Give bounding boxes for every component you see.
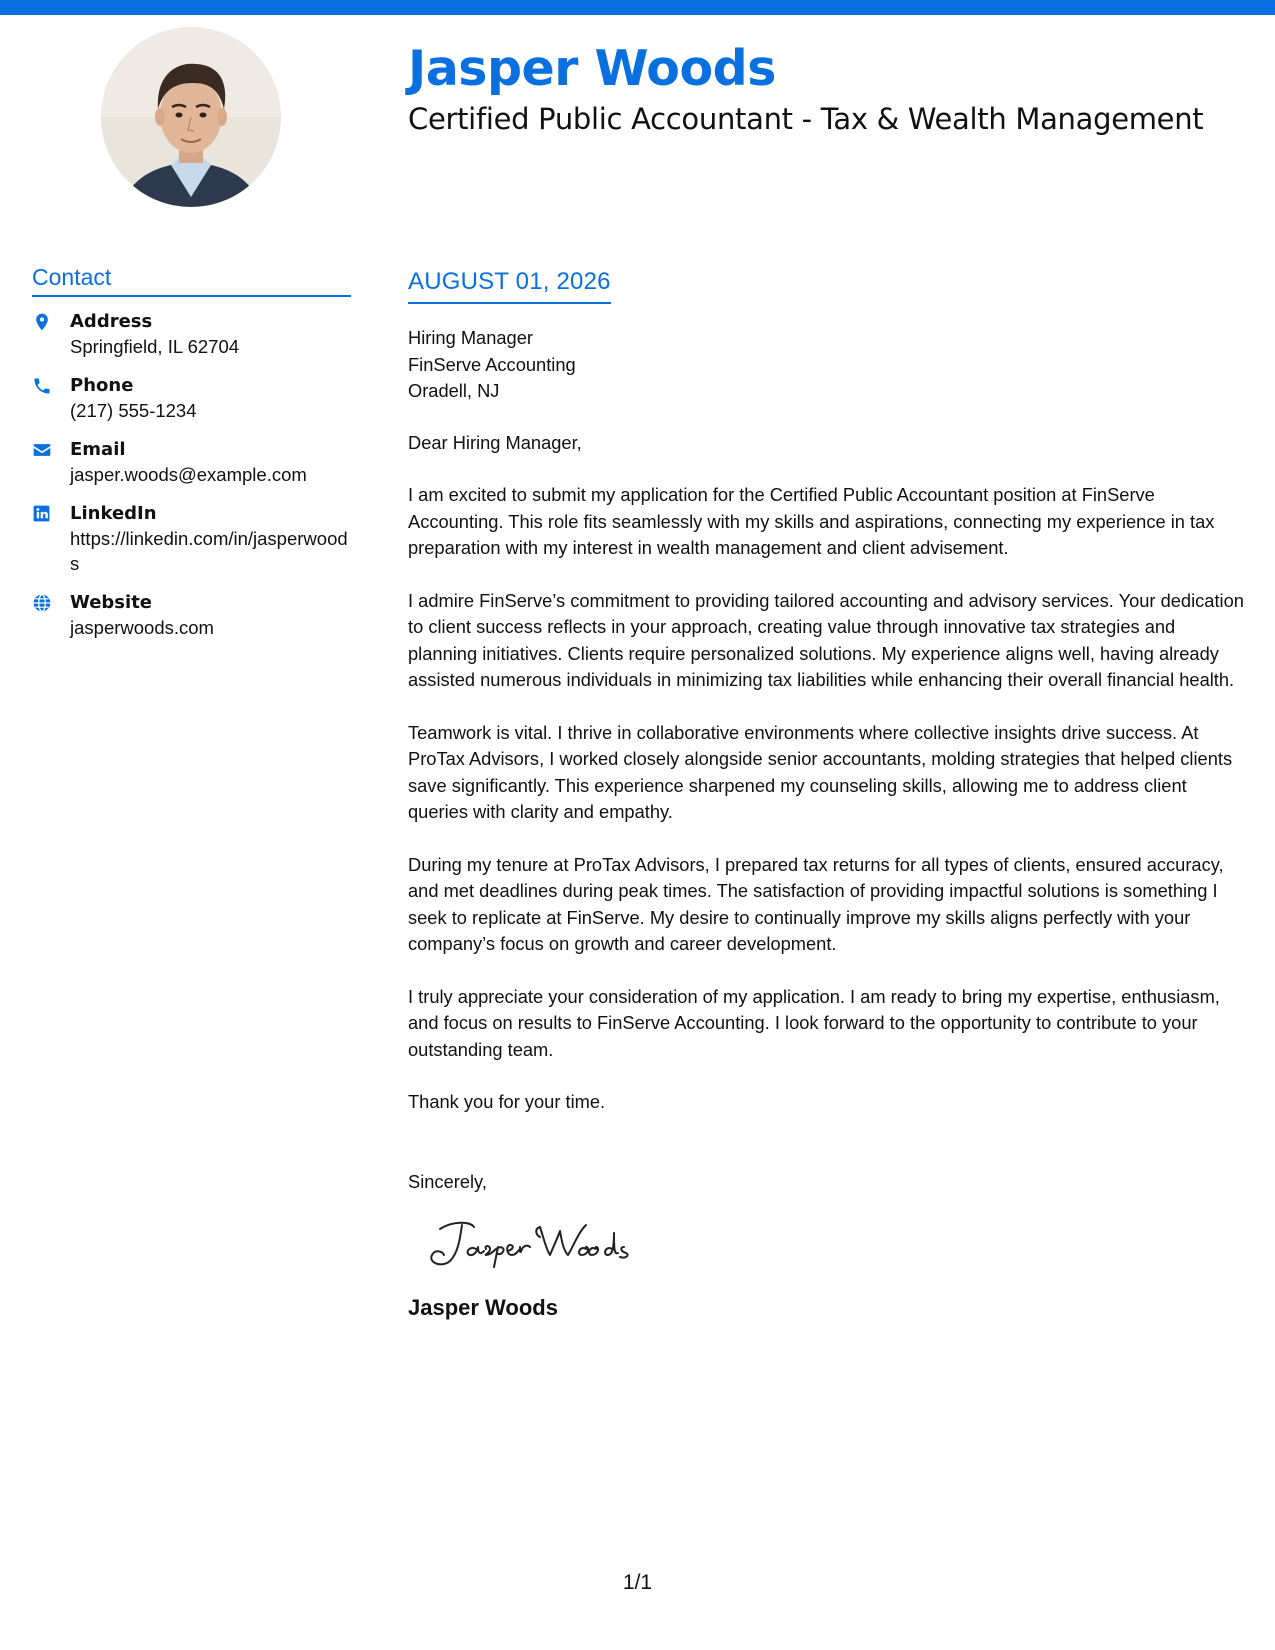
avatar [101,27,281,207]
contact-label: Email [70,439,126,460]
recipient-block [408,325,1246,405]
contact-item-phone [32,373,351,423]
page-number: 1/1 [622,1571,653,1594]
closing: Sincerely, [408,1170,487,1192]
recipient-line: Oradell, NJ [408,380,500,401]
website-value[interactable]: jasperwoods.com [70,617,214,638]
letter-date: AUGUST 01, 2026 [408,268,611,304]
linkedin-icon [32,501,70,523]
contact-section-title: Contact [32,264,351,297]
contact-label: Phone [70,375,134,396]
contact-item-email [32,437,351,487]
phone-icon [32,373,70,396]
salutation: Dear Hiring Manager, [408,431,582,453]
letter-paragraph: I admire FinServe’s commitment to providing tailored accounting and advisory services. Your dedication to client success reflects in your approach, creating value through innovative tax strategies and planning initiatives. Clients require personalized solutions. My experience aligns well, having already assisted numerous individuals in minimizing tax liabilities while enhancing their overall financial health. [408,589,1244,690]
letter-paragraph: I truly appreciate your consideration of my application. I am ready to bring my expertise, enthusiasm, and focus on results to FinServe Accounting. I look forward to the opportunity to contribute to your outstanding team. [408,985,1220,1060]
letter-body [408,268,1246,1321]
signer-name: Jasper Woods [408,1295,558,1320]
applicant-title: Certified Public Accountant - Tax & Wealth Management [408,102,1204,136]
map-pin-icon [32,309,70,332]
contact-label: LinkedIn [70,503,157,524]
letter-paragraph: I am excited to submit my application for the Certified Public Accountant position at FinServe Accounting. This role fits seamlessly with my skills and aspirations, connecting my experience in tax preparation with my interest in wealth management and client advisement. [408,484,1215,558]
applicant-name: Jasper Woods [408,40,776,97]
envelope-icon [32,437,70,460]
contact-item-linkedin [32,501,351,576]
linkedin-url[interactable]: https://linkedin.com/in/jasperwoods [70,528,348,574]
contact-label: Website [70,592,153,613]
handwritten-signature [422,1213,662,1275]
address-value: Springfield, IL 62704 [70,336,240,357]
email-value[interactable]: jasper.woods@example.com [70,464,307,485]
phone-value[interactable]: (217) 555-1234 [70,400,197,421]
letter-paragraph: Thank you for your time. [408,1091,606,1112]
contact-sidebar [32,264,351,654]
top-accent-bar [0,0,1275,15]
contact-label: Address [70,311,153,332]
recipient-line: Hiring Manager [408,327,533,348]
contact-item-website [32,590,351,640]
contact-item-address [32,309,351,359]
letter-paragraph: During my tenure at ProTax Advisors, I prepared tax returns for all types of clients, ensured accuracy, and met deadlines during peak times. The satisfaction of providing impactful solutions is something I seek to replicate at FinServe. My desire to continually improve my skills aligns perfectly with your company’s focus on growth and career development. [408,853,1224,954]
letter-paragraph: Teamwork is vital. I thrive in collaborative environments where collective insights drive success. At ProTax Advisors, I worked closely alongside senior accountants, molding strategies that helped clients save significantly. This experience sharpened my counseling skills, allowing me to address client queries with clarity and empathy. [408,721,1233,822]
globe-icon [32,590,70,613]
recipient-line: FinServe Accounting [408,353,576,375]
